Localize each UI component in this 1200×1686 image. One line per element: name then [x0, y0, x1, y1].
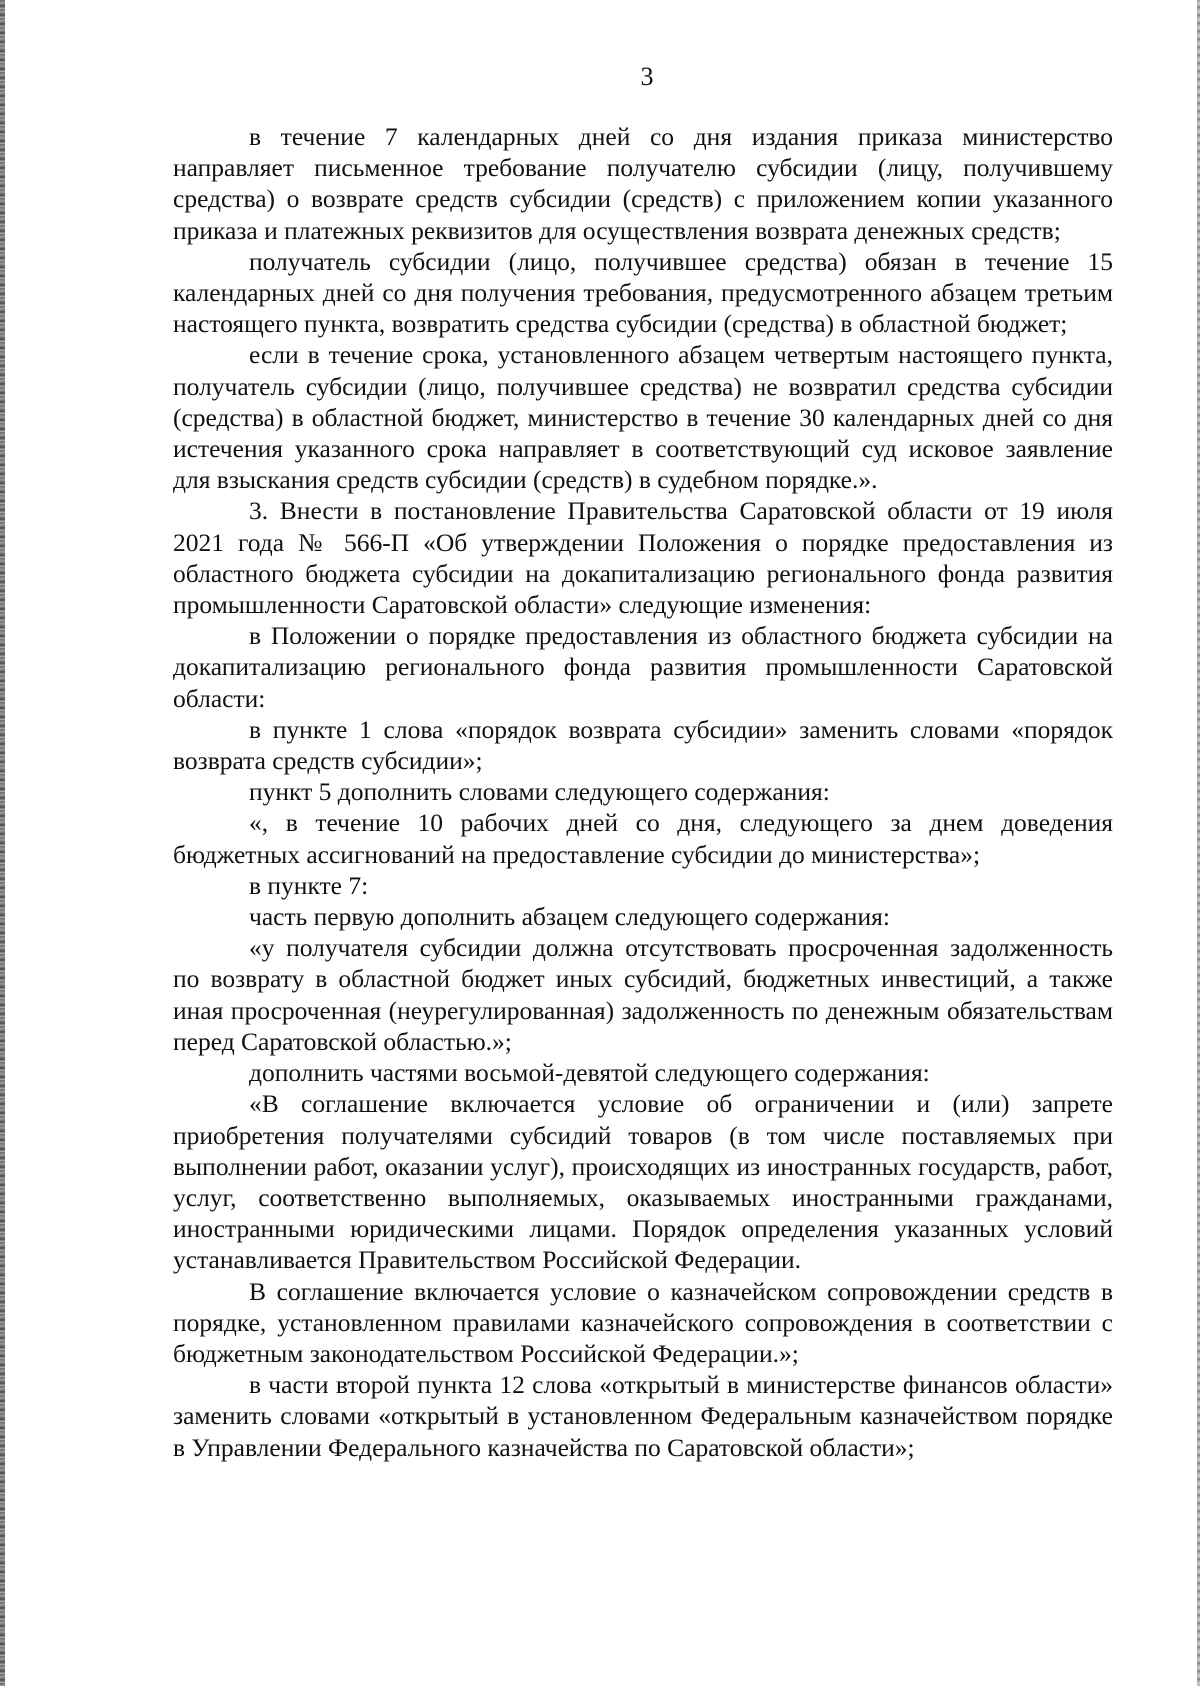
document-body [173, 121, 1113, 1463]
paragraph-regulation-scope: в Положении о порядке предоставления из областного бюджета субсидии на докапитализацию регионального фонда развития промышленности Саратовской области: [173, 621, 1113, 713]
scan-edge-left [0, 0, 5, 1686]
paragraph-point-7: в пункте 7: [249, 870, 369, 900]
paragraph-parts-8-9-addition: дополнить частями восьмой-девятой следующего содержания: [249, 1058, 930, 1088]
paragraph-return-demand: в течение 7 календарных дней со дня издания приказа министерство направляет письменное требование получателю субсидии (лицу, получившему средства) о возврате средств субсидии (средств) с приложением копии указанного приказа и платежных реквизитов для осуществления возврата денежных средств; [173, 122, 1113, 245]
paragraph-court-claim: если в течение срока, установленного абзацем четвертым настоящего пункта, получатель субсидии (лицо, получившее средства) не возвратил средства субсидии (средства) в областной бюджет, министерство в течение 30 календарных дней со дня истечения указанного срока направляет в соответствующий суд исковое заявление для взыскания средств субсидии (средств) в судебном порядке.». [173, 340, 1113, 495]
paragraph-debt-condition: «у получателя субсидии должна отсутствовать просроченная задолженность по возврату в областной бюджет иных субсидий, бюджетных инвестиций, а также иная просроченная (неурегулированная) задолженность по денежным обязательствам перед Саратовской областью.»; [173, 933, 1113, 1056]
paragraph-point-5-change: пункт 5 дополнить словами следующего содержания: [249, 777, 830, 807]
paragraph-item-3: 3. Внести в постановление Правительства Саратовской области от 19 июля 2021 года № 566-П «Об утверждении Положения о порядке предоставления из областного бюджета субсидии на докапитализацию регионального фонда развития промышленности Саратовской области» следующие изменения: [173, 496, 1113, 620]
paragraph-treasury-condition: В соглашение включается условие о казначейском сопровождении средств в порядке, установленном правилами казначейского сопровождения в соответствии с бюджетным законодательством Российской Федерации.»; [173, 1276, 1113, 1368]
paragraph-point-5-text: «, в течение 10 рабочих дней со дня, следующего за днем доведения бюджетных ассигнований на предоставление субсидии до министерства»; [173, 808, 1113, 869]
paragraph-point-12-change: в части второй пункта 12 слова «открытый в министерстве финансов области» заменить словами «открытый в установленном Федеральным казначейством порядке в Управлении Федерального казначейства по Саратовской области»; [173, 1370, 1113, 1462]
paragraph-foreign-goods-condition: «В соглашение включается условие об ограничении и (или) запрете приобретения получателями субсидий товаров (в том числе поставляемых при выполнении работ, оказании услуг), происходящих из иностранных государств, работ, услуг, соответственно выполняемых, оказываемых иностранными гражданами, иностранными юридическими лицами. Порядок определения указанных условий устанавливается Правительством Российской Федерации. [173, 1089, 1113, 1275]
paragraph-recipient-obligation: получатель субсидии (лицо, получившее средства) обязан в течение 15 календарных дней со дня получения требования, предусмотренного абзацем третьим настоящего пункта, возвратить средства субсидии (средства) в областной бюджет; [173, 246, 1113, 339]
paragraph-point-1-change: в пункте 1 слова «порядок возврата субсидии» заменить словами «порядок возврата средств субсидии»; [173, 714, 1113, 776]
page-number: 3 [640, 62, 654, 91]
paragraph-part-one-addition: часть первую дополнить абзацем следующего содержания: [249, 902, 890, 932]
